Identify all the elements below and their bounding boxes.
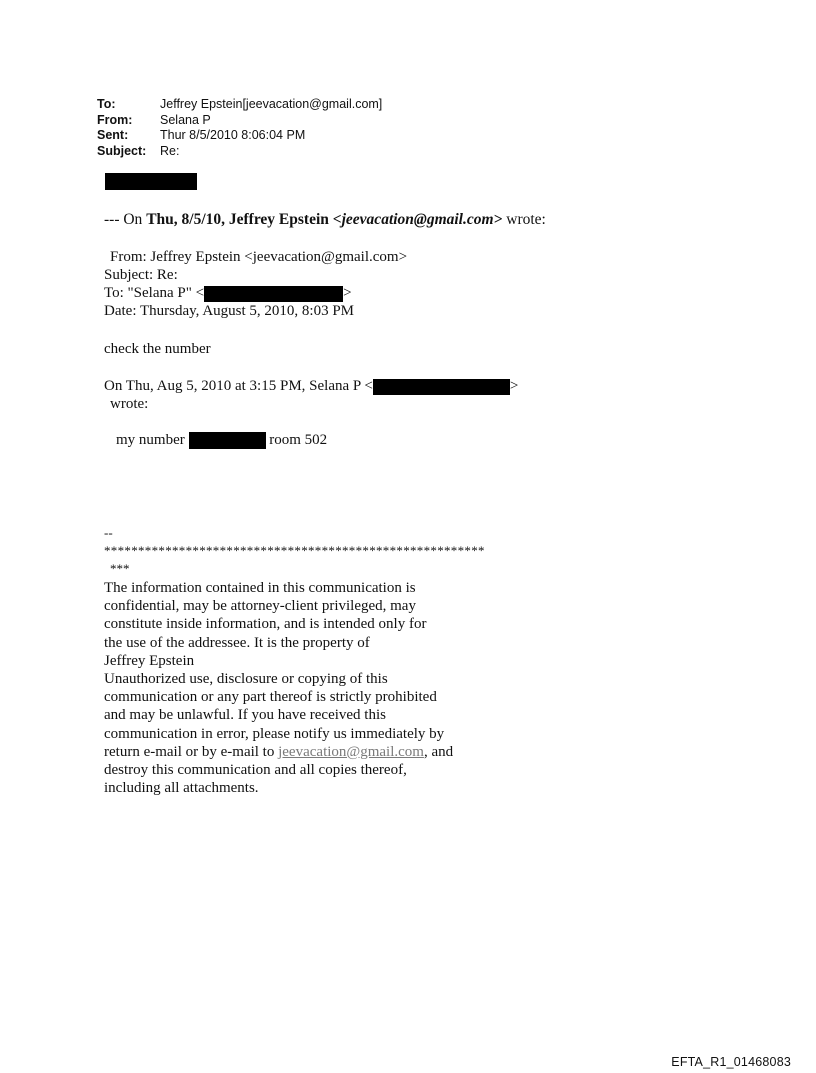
message-body: check the number (104, 341, 211, 357)
from-value: Selana P (160, 112, 211, 127)
disclaimer-line: the use of the addressee. It is the property of (104, 634, 370, 651)
reply-intro (104, 211, 546, 229)
return-prefix: return e-mail or by e-mail to (104, 743, 279, 760)
redaction-block (105, 173, 197, 190)
disclaimer-block (104, 579, 453, 797)
from-label: From: (97, 112, 133, 127)
email-link[interactable]: jeevacation@gmail.com (278, 743, 424, 760)
quoted-date-line: Date: Thursday, August 5, 2010, 8:03 PM (104, 303, 354, 319)
reply-intro-prefix: --- On (104, 211, 147, 228)
reply-intro-email: <jeevacation@gmail.com> (332, 211, 503, 228)
disclaimer-return-line (104, 743, 453, 761)
header-subject-row (97, 144, 382, 160)
number-suffix: room 502 (265, 432, 328, 448)
to-label: To: (97, 97, 116, 111)
quoted-from-line: From: Jeffrey Epstein <jeevacation@gmail.com> (110, 249, 408, 265)
number-prefix: my number (116, 432, 189, 448)
redaction-block (373, 379, 510, 395)
disclaimer-line: Unauthorized use, disclosure or copying of this (104, 671, 388, 688)
disclaimer-line: destroy this communication and all copies thereof, (104, 762, 407, 779)
disclaimer-line: constitute inside information, and is intended only for (104, 616, 427, 633)
header-from-row (97, 113, 382, 129)
disclaimer-line: and may be unlawful. If you have received this (104, 707, 386, 724)
signature-stars-short: *** (110, 561, 130, 576)
return-suffix: , and (423, 743, 454, 760)
email-header (97, 97, 382, 159)
quoted-subject-line: Subject: Re: (104, 267, 178, 283)
header-sent-row (97, 128, 382, 144)
reply-intro-date: Thu, 8/5/10, Jeffrey Epstein (146, 211, 333, 228)
signature-dashes: -- (104, 525, 113, 540)
nested-quote-number-line (116, 431, 327, 449)
redaction-block (189, 432, 266, 449)
subject-label: Subject: (97, 143, 147, 158)
quoted-to-prefix: To: "Selana P" < (104, 285, 205, 301)
document-id: EFTA_R1_01468083 (671, 1055, 791, 1069)
nested-quote-prefix: On Thu, Aug 5, 2010 at 3:15 PM, Selana P < (104, 378, 373, 394)
nested-quote-line1 (104, 377, 518, 395)
subject-value: Re: (160, 143, 180, 158)
reply-intro-suffix: wrote: (502, 211, 546, 228)
nested-quote-line2: wrote: (110, 396, 149, 412)
sent-value: Thur 8/5/2010 8:06:04 PM (160, 128, 306, 143)
to-value: Jeffrey Epstein[jeevacation@gmail.com] (160, 97, 383, 111)
quoted-to-line (104, 284, 352, 302)
sent-label: Sent: (97, 128, 129, 143)
nested-quote-suffix: > (509, 378, 519, 394)
quoted-to-suffix: > (343, 285, 352, 301)
header-to-row (97, 97, 382, 113)
disclaimer-line: communication or any part thereof is strictly prohibited (104, 689, 437, 706)
disclaimer-line: including all attachments. (104, 780, 259, 797)
disclaimer-line: Jeffrey Epstein (104, 652, 195, 669)
signature-stars: ******************************************************** (104, 543, 485, 558)
disclaimer-line: confidential, may be attorney-client privileged, may (104, 598, 416, 615)
disclaimer-line: The information contained in this communication is (104, 580, 416, 596)
redaction-block (204, 286, 343, 302)
disclaimer-line: communication in error, please notify us immediately by (104, 725, 445, 742)
